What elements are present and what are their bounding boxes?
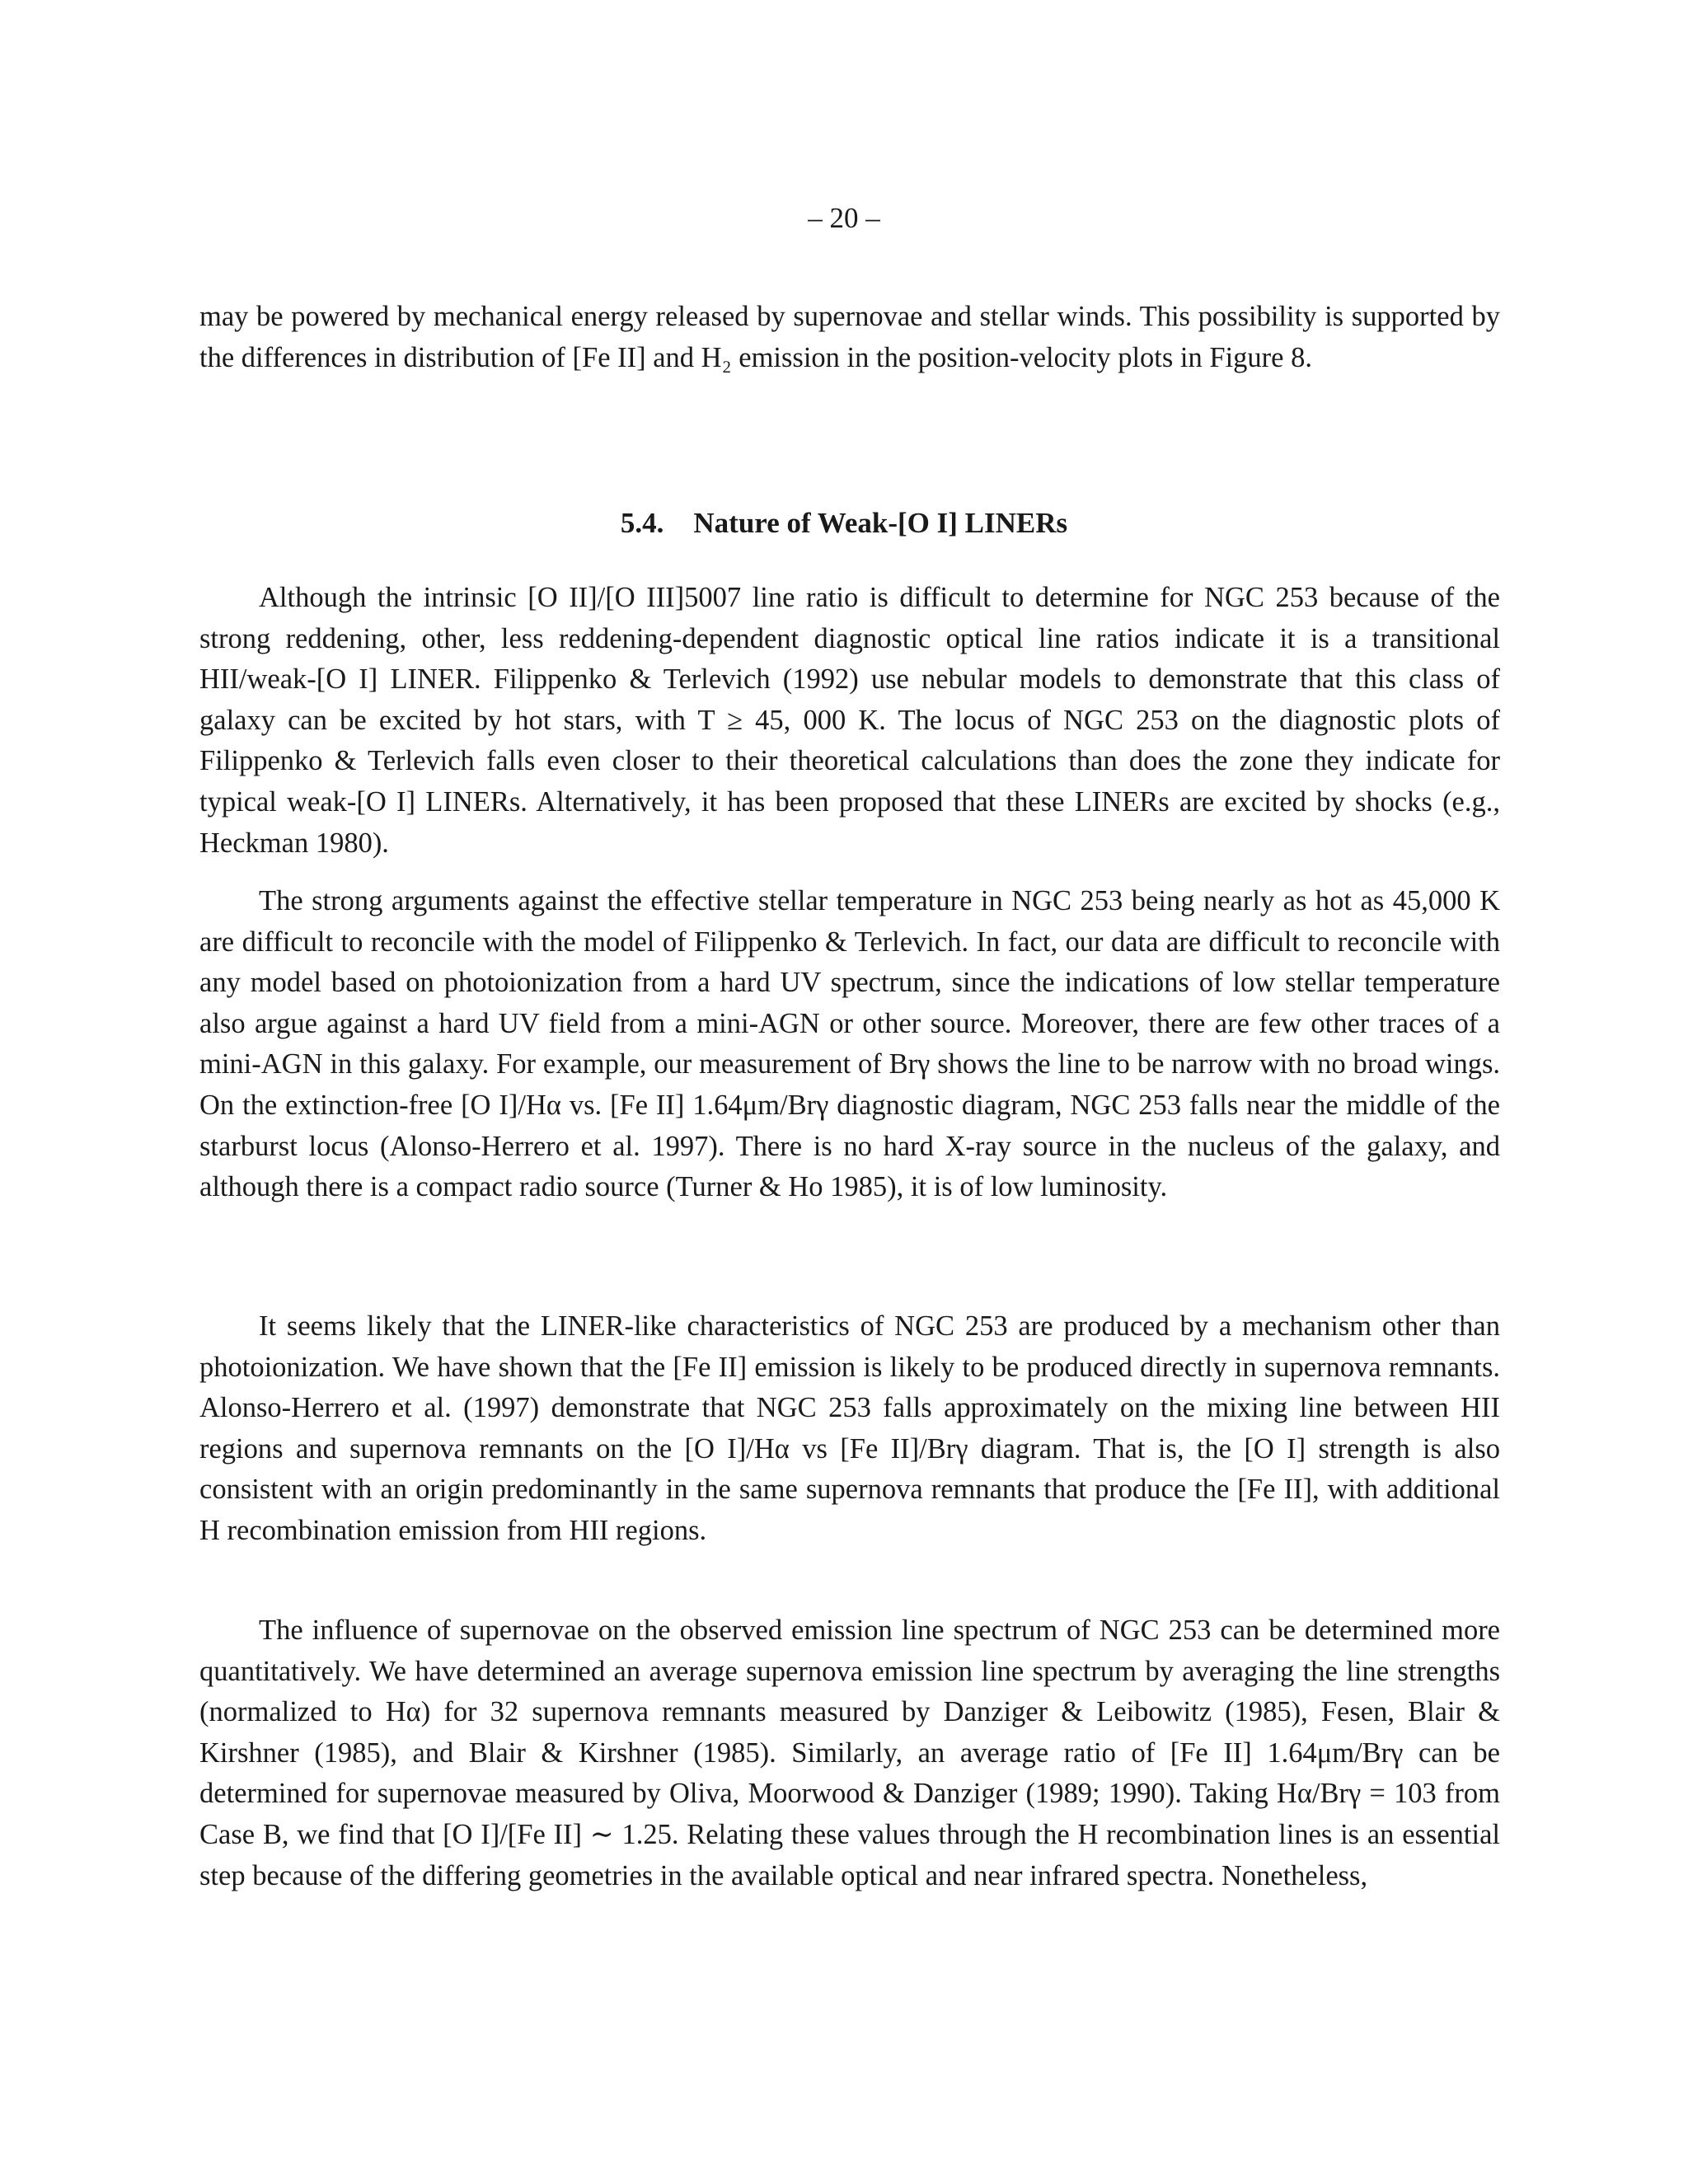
section-heading <box>0 505 1688 541</box>
section-number: 5.4. <box>620 507 664 539</box>
intro-paragraph-block <box>199 297 1500 378</box>
paragraph-1: Although the intrinsic [O II]/[O III]5007 line ratio is difficult to determine for NGC 253 because of the strong reddening, other, less reddening-dependent diagnostic optical line ratios indicate it is a transitional HII/weak-[O I] LINER. Filippenko & Terlevich (1992) use nebular models to demonstrate that this class of galaxy can be excited by hot stars, with T ≥ 45, 000 K. The locus of NGC 253 on the diagnostic plots of Filippenko & Terlevich falls even closer to their theoretical calculations than does the zone they indicate for typical weak-[O I] LINERs. Alternatively, it has been proposed that these LINERs are excited by shocks (e.g., Heckman 1980). <box>199 582 1500 859</box>
paragraph-3: It seems likely that the LINER-like characteristics of NGC 253 are produced by a mechanism other than photoionization. We have shown that the [Fe II] emission is likely to be produced directly in supernova remnants. Alonso-Herrero et al. (1997) demonstrate that NGC 253 falls approximately on the mixing line between HII regions and supernova remnants on the [O I]/Hα vs [Fe II]/Brγ diagram. That is, the [O I] strength is also consistent with an origin predominantly in the same supernova remnants that produce the [Fe II], with additional H recombination emission from HII regions. <box>199 1310 1500 1546</box>
section-title: Nature of Weak-[O I] LINERs <box>693 507 1068 539</box>
paragraph-4: The influence of supernovae on the observed emission line spectrum of NGC 253 can be determined more quantitatively. We have determined an average supernova emission line spectrum by averaging the line strengths (normalized to Hα) for 32 supernova remnants measured by Danziger & Leibowitz (1985), Fesen, Blair & Kirshner (1985), and Blair & Kirshner (1985). Similarly, an average ratio of [Fe II] 1.64μm/Brγ can be determined for supernovae measured by Oliva, Moorwood & Danziger (1989; 1990). Taking Hα/Brγ = 103 from Case B, we find that [O I]/[Fe II] ∼ 1.25. Relating these values through the H recombination lines is an essential step because of the differing geometries in the available optical and near infrared spectra. Nonetheless, <box>199 1615 1500 1891</box>
paragraph-block-4 <box>199 1610 1500 1896</box>
page-number: – 20 – <box>808 202 880 234</box>
intro-paragraph: may be powered by mechanical energy released by supernovae and stellar winds. This possibility is supported by the differences in distribution of [Fe II] and H₂ emission in the position-velocity plots in Figure 8. <box>199 301 1500 373</box>
paragraph-2: The strong arguments against the effective stellar temperature in NGC 253 being nearly as hot as 45,000 K are difficult to reconcile with the model of Filippenko & Terlevich. In fact, our data are difficult to reconcile with any model based on photoionization from a hard UV spectrum, since the indications of low stellar temperature also argue against a hard UV field from a mini-AGN or other source. Moreover, there are few other traces of a mini-AGN in this galaxy. For example, our measurement of Brγ shows the line to be narrow with no broad wings. On the extinction-free [O I]/Hα vs. [Fe II] 1.64μm/Brγ diagnostic diagram, NGC 253 falls near the middle of the starburst locus (Alonso-Herrero et al. 1997). There is no hard X-ray source in the nucleus of the galaxy, and although there is a compact radio source (Turner & Ho 1985), it is of low luminosity. <box>199 885 1500 1203</box>
paragraph-block-3 <box>199 1306 1500 1552</box>
paragraph-block-1 <box>199 578 1500 864</box>
paragraph-block-2 <box>199 881 1500 1208</box>
